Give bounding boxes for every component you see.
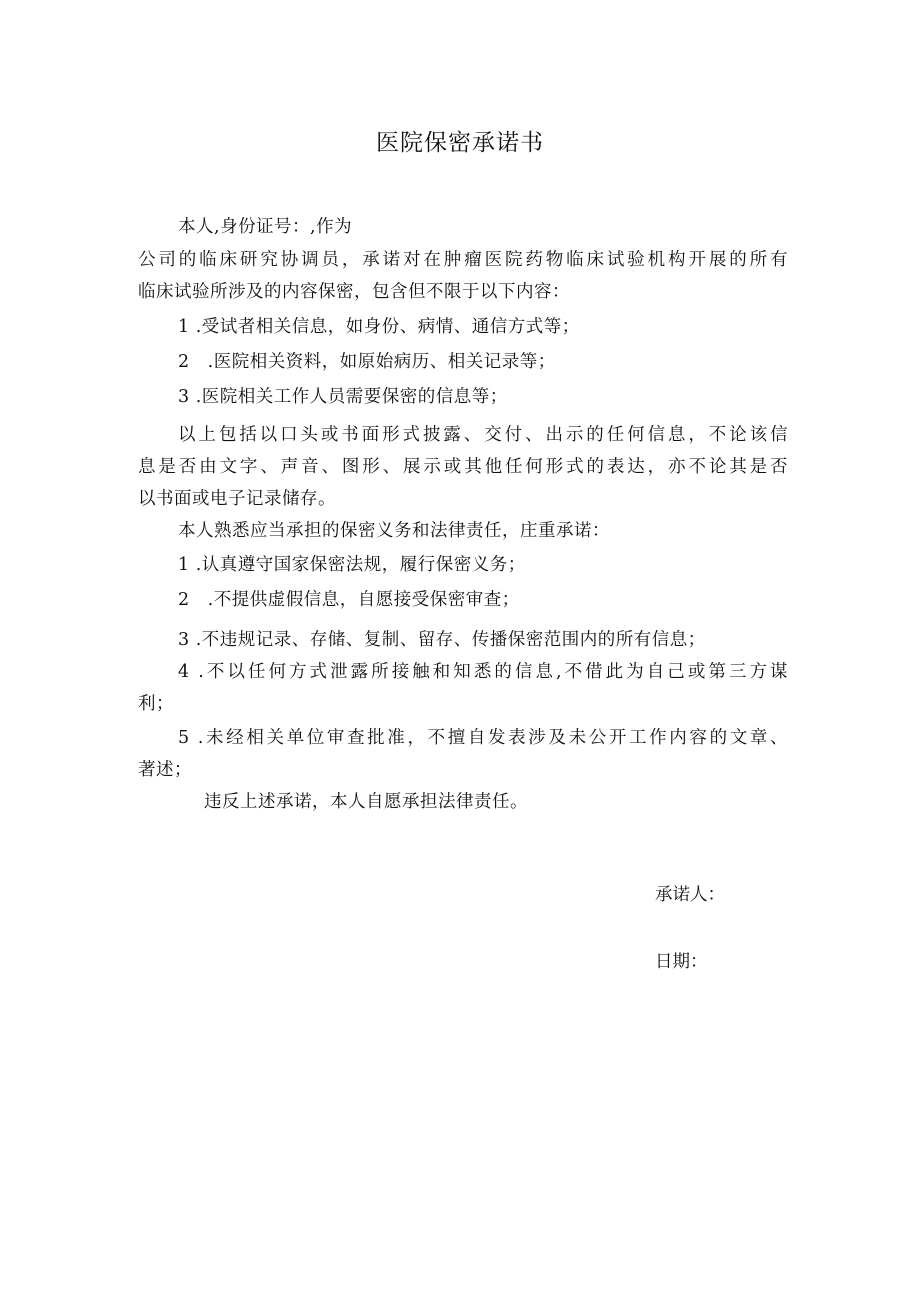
commit-item-1: 1 .认真遵守国家保密法规，履行保密义务； [178,555,526,575]
scope-item-1: 1 .受试者相关信息，如身份、病情、通信方式等； [178,317,580,337]
commit-item-2: 2 .不提供虚假信息，自愿接受保密审查； [178,590,520,610]
commit-item-4-line-2: 利； [138,694,174,714]
commit-item-5-line-1: 5 .未经相关单位审查批准，不擅自发表涉及未公开工作内容的文章、 [178,728,788,748]
info-line-1: 以上包括以口头或书面形式披露、交付、出示的任何信息，不论该信 [178,425,788,445]
document-title: 医院保密承诺书 [376,130,544,156]
commit-intro: 本人熟悉应当承担的保密义务和法律责任，庄重承诺： [178,521,610,541]
info-line-2: 息是否由文字、声音、图形、展示或其他任何形式的表达，亦不论其是否 [138,457,788,477]
commit-item-4-line-1: 4 .不以任何方式泄露所接触和知悉的信息,不借此为自己或第三方谋 [178,662,788,682]
promisor-label: 承诺人： [655,885,725,905]
scope-item-2: 2 .医院相关资料，如原始病历、相关记录等； [178,352,556,372]
date-label: 日期： [655,952,708,972]
commit-item-5-line-2: 著述； [138,760,192,780]
commit-item-3: 3 .不违规记录、存储、复制、留存、传播保密范围内的所有信息； [178,630,706,650]
closing-statement: 违反上述承诺，本人自愿承担法律责任。 [204,792,528,812]
intro-line-1: 本人,身份证号：,作为 [178,217,353,237]
scope-item-3: 3 .医院相关工作人员需要保密的信息等； [178,387,508,407]
intro-line-3: 临床试验所涉及的内容保密，包含但不限于以下内容： [138,282,570,302]
intro-line-2: 公司的临床研究协调员，承诺对在肿瘤医院药物临床试验机构开展的所有 [138,250,788,270]
info-line-3: 以书面或电子记录储存。 [138,489,336,509]
